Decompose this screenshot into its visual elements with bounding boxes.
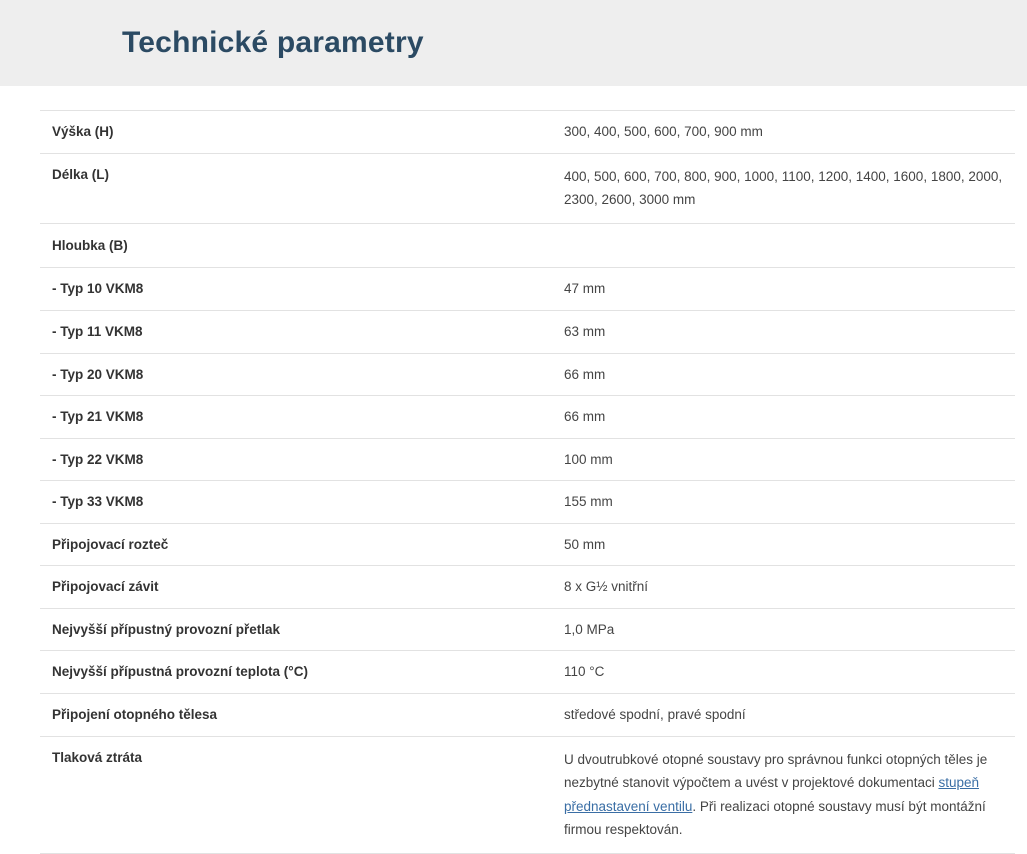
- row-label: - Typ 33 VKM8: [52, 494, 144, 510]
- table-body: [40, 111, 1015, 854]
- row-label: Nejvyšší přípustná provozní teplota (°C): [52, 664, 308, 680]
- row-value: 1,0 MPa: [564, 621, 615, 637]
- table-row: [40, 438, 1015, 481]
- row-value: 155 mm: [564, 494, 613, 510]
- table-row: [40, 153, 1015, 223]
- table-row: [40, 396, 1015, 439]
- row-value: [552, 223, 1015, 268]
- row-label: - Typ 11 VKM8: [52, 323, 143, 339]
- pressure-loss-text-after: . Při realizaci otopné soustavy musí být montážní firmou respektován.: [564, 798, 986, 838]
- row-value: středové spodní, pravé spodní: [564, 707, 746, 722]
- row-label: - Typ 10 VKM8: [52, 281, 144, 297]
- row-label: - Typ 20 VKM8: [52, 366, 144, 382]
- row-value: 400, 500, 600, 700, 800, 900, 1000, 1100, 1200, 1400, 1600, 1800, 2000, 2300, 2600, 3000 mm: [564, 168, 1003, 208]
- row-value: 8 x G½ vnitřní: [564, 579, 649, 595]
- table-row: [40, 310, 1015, 353]
- row-value: 50 mm: [564, 536, 606, 552]
- table-row: [40, 651, 1015, 694]
- row-label: Připojení otopného tělesa: [52, 707, 218, 722]
- table-row: [40, 223, 1015, 268]
- table-row: [40, 111, 1015, 154]
- row-label: Nejvyšší přípustný provozní přetlak: [52, 621, 281, 637]
- row-label: Připojovací rozteč: [52, 536, 169, 552]
- row-label: Hloubka (B): [52, 237, 128, 253]
- row-value: 110 °C: [564, 664, 605, 680]
- row-value: 47 mm: [564, 281, 606, 297]
- table-row: [40, 353, 1015, 396]
- row-value: 100 mm: [564, 451, 613, 467]
- row-value: 66 mm: [564, 409, 606, 425]
- page-header: [0, 0, 1027, 86]
- row-label: Připojovací závit: [52, 579, 159, 595]
- spec-table-container: [0, 86, 1027, 854]
- row-value: 66 mm: [564, 366, 606, 382]
- row-label: - Typ 21 VKM8: [52, 409, 144, 425]
- table-row: [40, 694, 1015, 737]
- row-value: [552, 736, 1015, 854]
- row-label: - Typ 22 VKM8: [52, 451, 144, 467]
- row-value: 300, 400, 500, 600, 700, 900 mm: [564, 124, 763, 139]
- pressure-loss-text-before: U dvoutrubkové otopné soustavy pro správnou funkci otopných těles je nezbytné stanovit výpočtem a uvést v projektové dokumentaci: [564, 751, 988, 791]
- table-row: [40, 268, 1015, 311]
- table-row: [40, 481, 1015, 524]
- table-row: [40, 608, 1015, 651]
- page-title: Technické parametry: [122, 26, 424, 59]
- row-value: 63 mm: [564, 323, 606, 339]
- row-label: Délka (L): [52, 166, 110, 182]
- row-label: Tlaková ztráta: [52, 749, 143, 765]
- table-row: [40, 566, 1015, 609]
- valve-preset-link[interactable]: stupeň přednastavení ventilu: [564, 775, 979, 814]
- table-row-pressure-loss: [40, 736, 1015, 854]
- technical-parameters-table: [40, 110, 1015, 854]
- row-label: Výška (H): [52, 124, 114, 139]
- table-row: [40, 523, 1015, 566]
